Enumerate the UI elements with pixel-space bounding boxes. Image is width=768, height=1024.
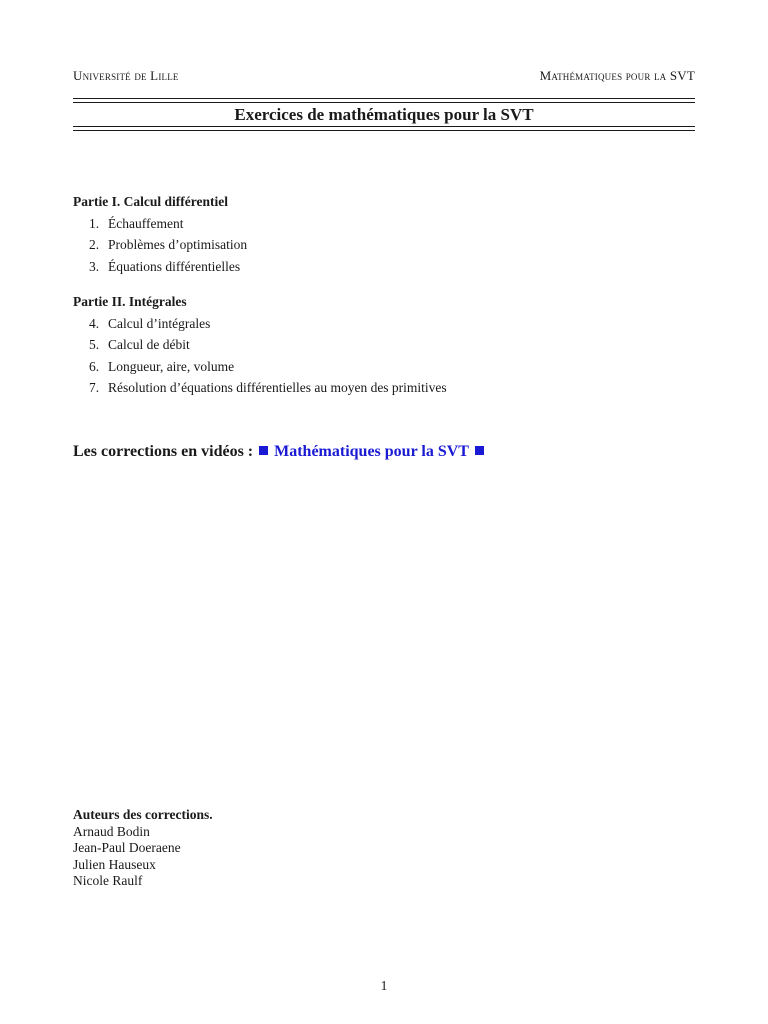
video-link-label: Mathématiques pour la SVT <box>274 443 469 460</box>
toc-item-number: 2. <box>89 237 100 252</box>
square-bullet-icon <box>475 446 484 455</box>
toc-item-label: Calcul d’intégrales <box>108 316 211 331</box>
toc-item-label: Résolution d’équations différentielles au moyen des primitives <box>108 380 447 395</box>
part-heading-2: Partie II. Intégrales <box>73 294 187 309</box>
toc-item-number: 5. <box>89 337 100 352</box>
author-name: Jean-Paul Doeraene <box>73 840 181 855</box>
title-rule-top-1 <box>73 98 695 99</box>
toc-item-number: 7. <box>89 380 100 395</box>
title-rule-bottom-1 <box>73 126 695 127</box>
header-course: Mathématiques pour la SVT <box>539 68 695 83</box>
title-rule-top-2 <box>73 102 695 103</box>
toc-item-label: Longueur, aire, volume <box>108 359 235 374</box>
page-header <box>73 68 695 86</box>
header-university: Université de Lille <box>73 68 179 83</box>
toc-item-number: 4. <box>89 316 100 331</box>
authors-block <box>73 807 213 890</box>
toc-item-5[interactable] <box>89 337 190 353</box>
part-heading-1: Partie I. Calcul différentiel <box>73 194 228 209</box>
page-number: 1 <box>380 978 388 993</box>
title-rule-bottom-2 <box>73 130 695 131</box>
toc-item-3[interactable] <box>89 259 240 275</box>
authors-heading: Auteurs des corrections. <box>73 807 213 822</box>
toc-item-label: Problèmes d’optimisation <box>108 237 248 252</box>
video-corrections-line <box>73 443 486 461</box>
toc-item-2[interactable] <box>89 237 247 253</box>
author-name: Arnaud Bodin <box>73 823 150 839</box>
document-title: Exercices de mathématiques pour la SVT <box>234 105 534 124</box>
toc-item-4[interactable] <box>89 316 210 332</box>
toc-item-number: 3. <box>89 259 100 274</box>
video-corrections-link[interactable] <box>257 443 486 460</box>
toc-item-1[interactable] <box>89 216 183 232</box>
toc-item-number: 6. <box>89 359 100 374</box>
toc-item-6[interactable] <box>89 359 234 375</box>
toc-item-label: Calcul de débit <box>108 337 190 352</box>
square-bullet-icon <box>259 446 268 455</box>
toc-item-7[interactable] <box>89 380 447 396</box>
author-name: Nicole Raulf <box>73 873 143 888</box>
title-box <box>73 98 695 132</box>
author-name: Julien Hauseux <box>73 856 156 872</box>
video-corrections-label: Les corrections en vidéos : <box>73 443 254 460</box>
toc-item-number: 1. <box>89 216 100 231</box>
toc-item-label: Échauffement <box>108 216 184 231</box>
toc-item-label: Équations différentielles <box>108 259 241 274</box>
